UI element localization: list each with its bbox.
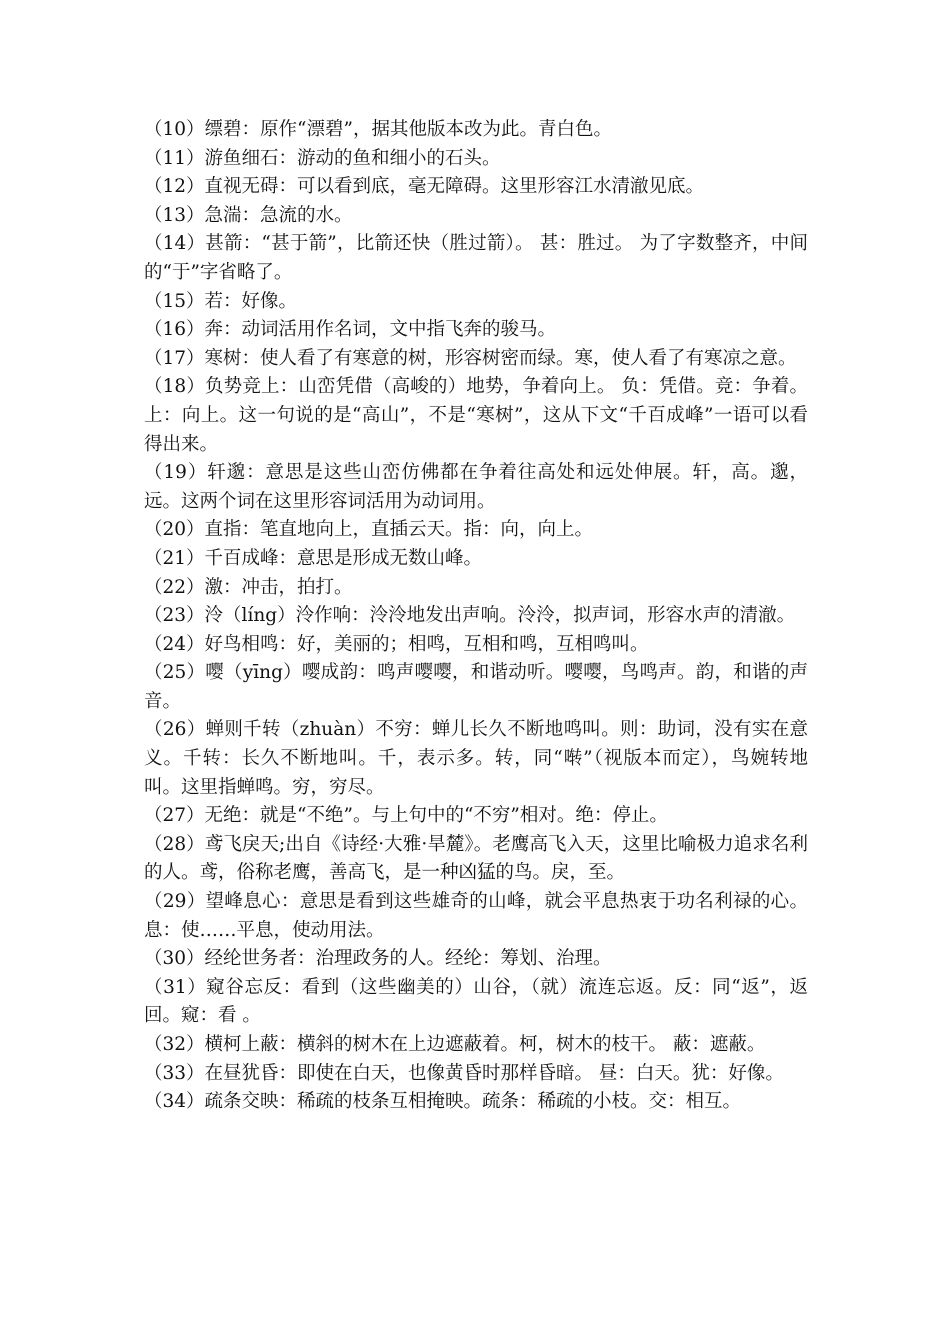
note-25: （25）嘤（yīng）嘤成韵：鸣声嘤嘤，和谐动听。嘤嘤，鸟鸣声。韵，和谐的声音。 <box>144 662 808 712</box>
note-20: （20）直指：笔直地向上，直插云天。指：向，向上。 <box>144 519 594 541</box>
note-19: （19）轩邈：意思是这些山峦仿佛都在争着往高处和远处伸展。轩，高。邈，远。这两个词在这里形容词活用为动词用。 <box>144 462 808 512</box>
note-11: （11）游鱼细石：游动的鱼和细小的石头。 <box>144 147 501 169</box>
annotation-list <box>144 116 808 1117</box>
note-18: （18）负势竞上：山峦凭借（高峻的）地势，争着向上。 负：凭借。竞：争着。上：向上。这一句说的是“高山”，不是“寒树”，这从下文“千百成峰”一语可以看得出来。 <box>144 376 808 455</box>
note-16: （16）奔：动词活用作名词，文中指飞奔的骏马。 <box>144 319 557 341</box>
note-26: （26）蝉则千转（zhuàn）不穷：蝉儿长久不断地鸣叫。则：助词，没有实在意义。千转：长久不断地叫。千，表示多。转，同“啭”（视版本而定），鸟婉转地叫。这里指蝉鸣。穷，穷尽。 <box>144 719 808 798</box>
note-15: （15）若：好像。 <box>144 290 298 312</box>
note-33: （33）在昼犹昏：即使在白天，也像黄昏时那样昏暗。 昼：白天。犹：好像。 <box>144 1062 784 1084</box>
note-13: （13）急湍：急流的水。 <box>144 204 353 226</box>
note-14: （14）甚箭：“甚于箭”，比箭还快（胜过箭）。 甚：胜过。 为了字数整齐，中间的“于”字省略了。 <box>144 233 808 283</box>
note-31: （31）窥谷忘反：看到（这些幽美的）山谷，（就）流连忘返。反：同“返”，返回。窥：看 。 <box>144 976 808 1027</box>
note-29: （29）望峰息心：意思是看到这些雄奇的山峰，就会平息热衷于功名利禄的心。 息：使……平息，使动用法。 <box>144 891 808 941</box>
note-21: （21）千百成峰：意思是形成无数山峰。 <box>144 547 483 569</box>
note-32: （32）横柯上蔽：横斜的树木在上边遮蔽着。柯，树木的枝干。 蔽：遮蔽。 <box>144 1034 766 1055</box>
note-17: （17）寒树：使人看了有寒意的树，形容树密而绿。寒，使人看了有寒凉之意。 <box>144 347 797 369</box>
note-22: （22）激：冲击，拍打。 <box>144 576 353 598</box>
note-34: （34）疏条交映：稀疏的枝条互相掩映。疏条：稀疏的小枝。交：相互。 <box>144 1091 742 1113</box>
note-23: （23）泠（líng）泠作响：泠泠地发出声响。泠泠，拟声词，形容水声的清澈。 <box>144 605 796 627</box>
note-10: （10）缥碧：原作“漂碧”，据其他版本改为此。青白色。 <box>144 119 612 140</box>
note-27: （27）无绝：就是“不绝”。与上句中的“不穷”相对。绝：停止。 <box>144 805 668 827</box>
note-24: （24）好鸟相鸣：好，美丽的；相鸣，互相和鸣，互相鸣叫。 <box>144 633 649 655</box>
note-30: （30）经纶世务者：治理政务的人。经纶：筹划、治理。 <box>144 948 612 970</box>
note-12: （12）直视无碍：可以看到底，毫无障碍。这里形容江水清澈见底。 <box>144 176 705 198</box>
note-28: （28）鸢飞戾天;出自《诗经·大雅·旱麓》。老鹰高飞入天，这里比喻极力追求名利的人。鸢，俗称老鹰，善高飞，是一种凶猛的鸟。戾，至。 <box>144 833 808 884</box>
